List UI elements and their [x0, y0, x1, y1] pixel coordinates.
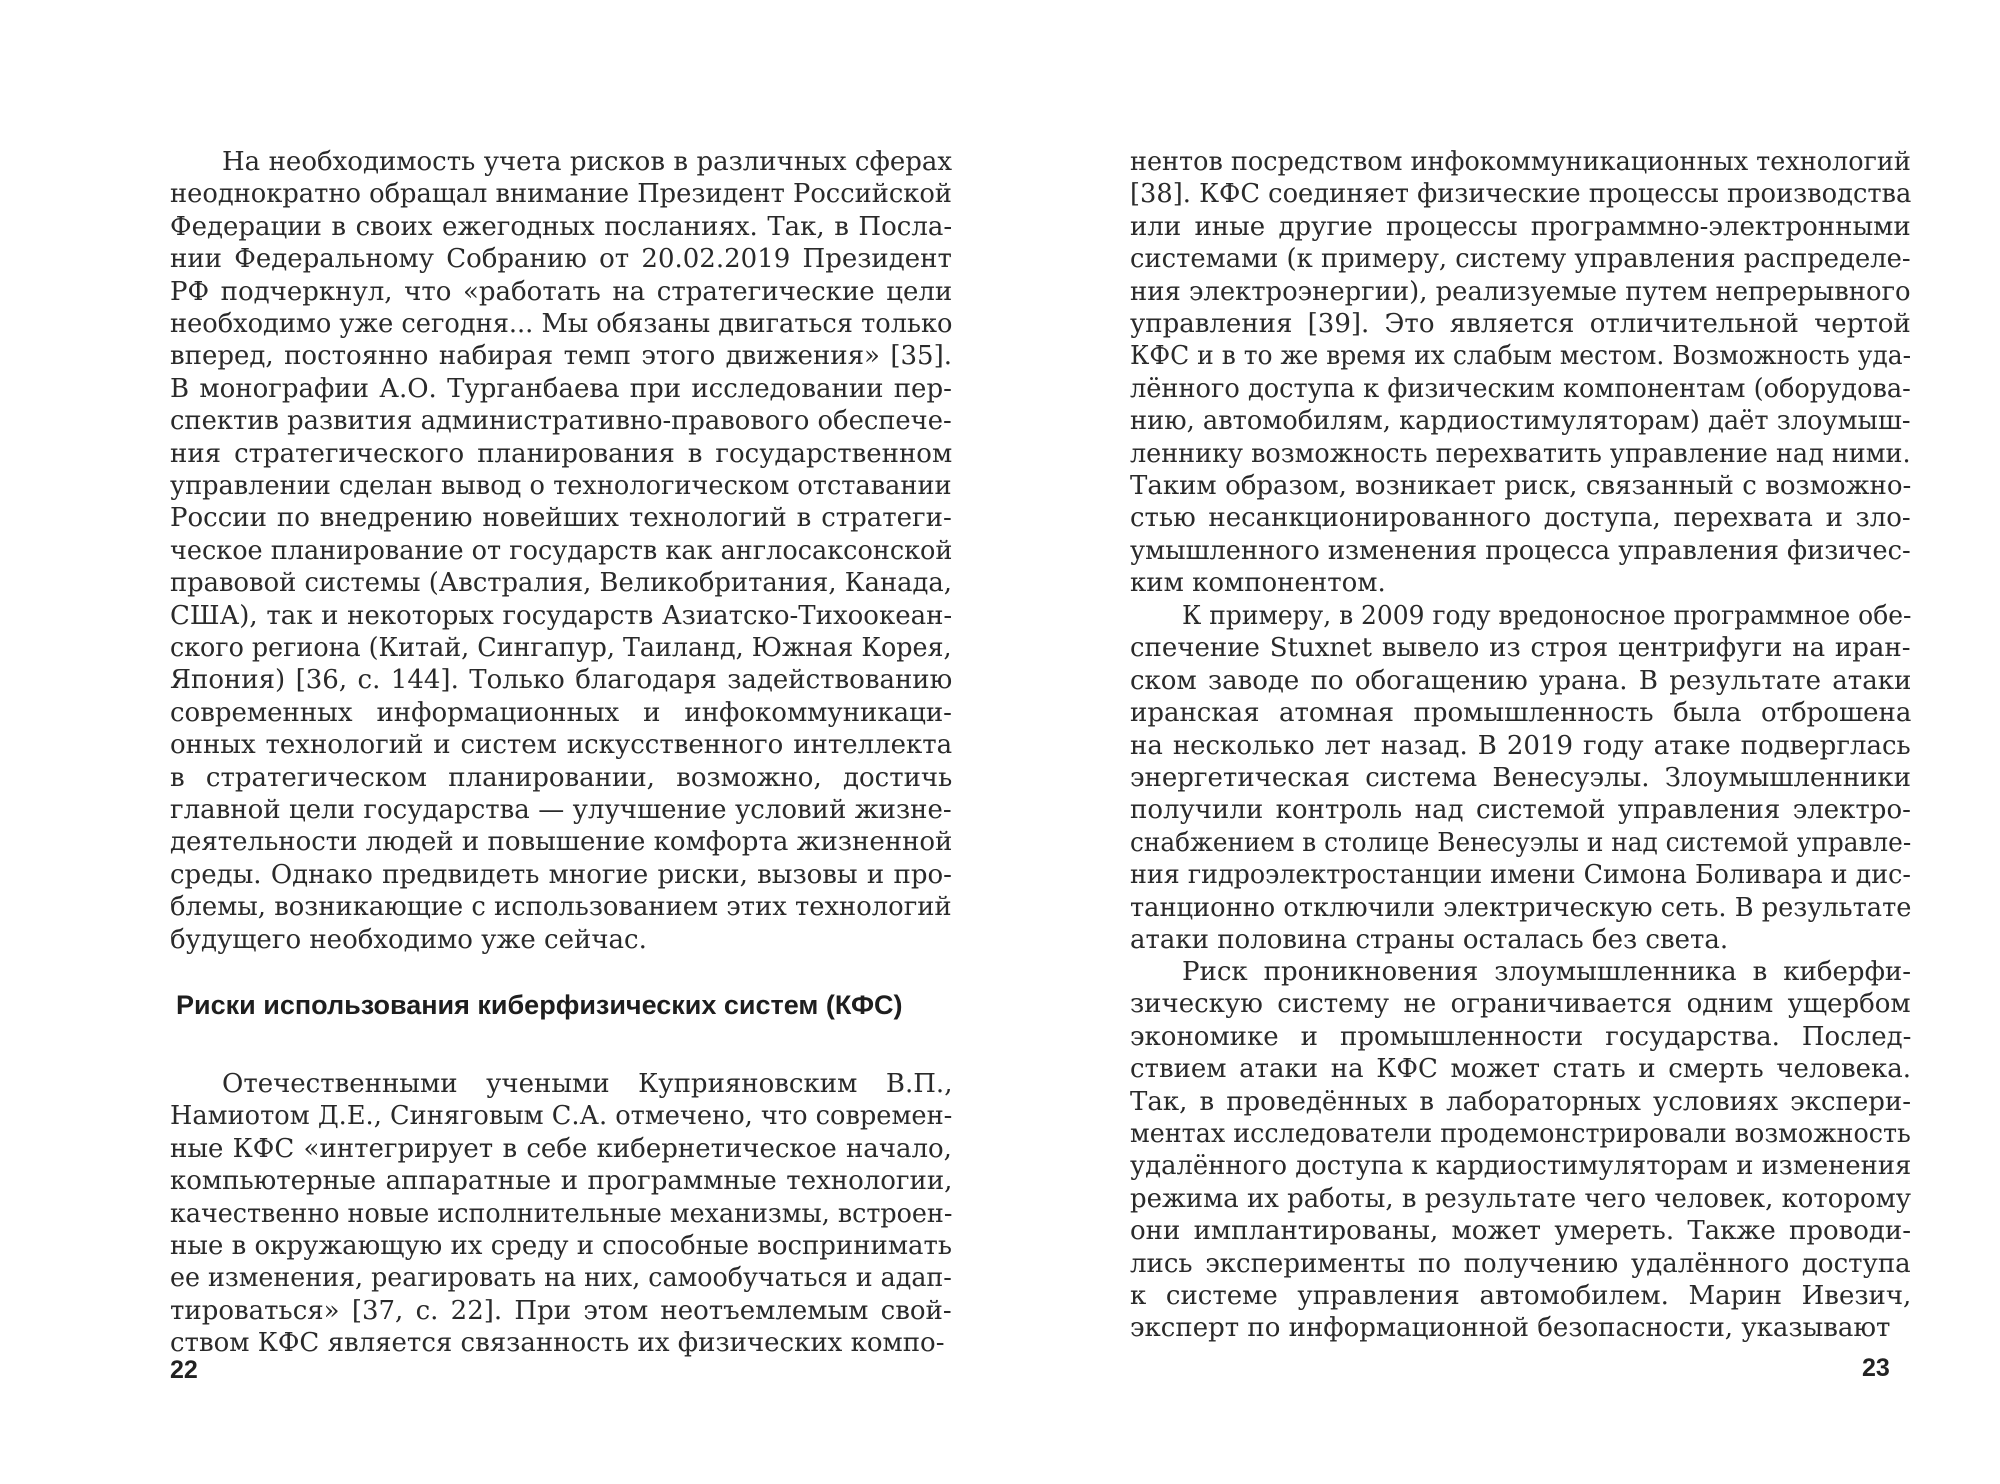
text-line: ные в окружающую их среду и способные воспринимать [170, 1231, 953, 1261]
text-line: эксперт по информационной безопасности, указывают [1130, 1313, 1891, 1344]
text-line: Таким образом, возникает риск, связанный с возможно- [1130, 471, 1912, 501]
text-line: В монографии А.О. Турганбаева при исследовании пер- [170, 373, 952, 404]
text-line: на несколько лет назад. В 2019 году атаке подверглась [1130, 730, 1911, 761]
text-line: умышленного изменения процесса управления физичес- [1130, 535, 1911, 566]
text-line: или иные другие процессы программно-электронными [1130, 211, 1911, 242]
text-line: спектив развития административно-правового обеспече- [170, 406, 952, 437]
text-line: нентов посредством инфокоммуникационных технологий [1130, 147, 1911, 177]
text-line: экономике и промышленности государства. Послед- [1130, 1021, 1912, 1052]
text-line: правовой системы (Австралия, Великобритания, Канада, [170, 568, 952, 599]
text-line: нии Федеральному Собранию от 20.02.2019 Президент [170, 244, 952, 275]
text-line: леннику возможность перехватить управление над ними. [1130, 438, 1911, 469]
text-line: снабжением в столице Венесуэлы и над системой управле- [1130, 827, 1912, 858]
text-line: системами (к примеру, систему управления распределе- [1130, 244, 1911, 275]
text-line: режима их работы, в результате чего человек, которому [1130, 1183, 1912, 1214]
text-line: среды. Однако предвидеть многие риски, вызовы и про- [170, 859, 952, 890]
text-line: США), так и некоторых государств Азиатско-Тихоокеан- [170, 600, 953, 631]
text-line: ее изменения, реагировать на них, самообучаться и адап- [170, 1263, 952, 1294]
text-line: лённого доступа к физическим компонентам (оборудова- [1130, 373, 1911, 404]
text-line: ния электроэнергии), реализуемые путем непрерывного [1130, 276, 1911, 307]
text-line: зическую систему не ограничивается одним ущербом [1130, 989, 1911, 1020]
text-line: ческое планирование от государств как англосаксонской [170, 535, 953, 566]
text-line: Риск проникновения злоумышленника в киберфи- [1182, 957, 1912, 987]
text-line: в стратегическом планировании, возможно, достичь [170, 762, 953, 793]
text-line: ния стратегического планирования в государственном [170, 438, 953, 469]
text-line: ством КФС является связанность их физических компо- [170, 1328, 945, 1359]
right-page [1000, 0, 2000, 1484]
text-line: Отечественными учеными Куприяновским В.П., [222, 1069, 953, 1099]
text-line: онных технологий и систем искусственного интеллекта [170, 730, 953, 761]
text-line: нию, автомобилям, кардиостимуляторам) даёт злоумыш- [1130, 406, 1911, 437]
section-heading: Риски использования киберфизических систем (КФС) [176, 990, 903, 1020]
text-line: Япония) [36, с. 144]. Только благодаря задействованию [170, 665, 953, 696]
text-line: современных информационных и инфокоммуникаци- [170, 697, 952, 728]
text-line: удалённого доступа к кардиостимуляторам и изменения [1130, 1151, 1912, 1182]
text-line: деятельности людей и повышение комфорта жизненной [170, 827, 953, 858]
text-line: необходимо уже сегодня... Мы обязаны двигаться только [170, 309, 953, 339]
text-line: спечение Stuxnet вывело из строя центрифуги на иран- [1130, 633, 1911, 664]
text-line: России по внедрению новейших технологий в стратеги- [170, 503, 952, 534]
text-line: иранская атомная промышленность была отброшена [1130, 698, 1912, 729]
text-line: К примеру, в 2009 году вредоносное программное обе- [1182, 601, 1912, 631]
text-line: КФС и в то же время их слабым местом. Возможность уда- [1130, 341, 1912, 372]
text-line: управления [39]. Это является отличительной чертой [1130, 309, 1911, 339]
text-line: лись эксперименты по получению удалённого доступа [1130, 1248, 1911, 1279]
text-line: ментах исследователи продемонстрировали возможность [1130, 1119, 1911, 1149]
text-line: вперед, постоянно набирая темп этого движения» [35]. [170, 341, 952, 372]
text-line: ском заводе по обогащению урана. В результате атаки [1130, 665, 1912, 696]
text-line: На необходимость учета рисков в различных сферах [222, 147, 953, 177]
text-line: Намиотом Д.Е., Синяговым С.А. отмечено, что современ- [170, 1101, 953, 1132]
text-line: они имплантированы, может умереть. Также проводи- [1130, 1216, 1912, 1247]
text-line: управлении сделан вывод о технологическом отставании [170, 471, 952, 501]
text-line: тироваться» [37, с. 22]. При этом неотъемлемым свой- [170, 1295, 952, 1326]
page-number-right: 23 [1862, 1354, 1890, 1382]
text-line: энергетическая система Венесуэлы. Злоумышленники [1130, 763, 1912, 793]
text-line: неоднократно обращал внимание Президент Российской [170, 179, 952, 210]
text-line: танционно отключили электрическую сеть. В результате [1130, 892, 1912, 923]
text-line: ким компонентом. [1130, 568, 1386, 599]
text-line: к системе управления автомобилем. Марин Ивезич, [1130, 1281, 1912, 1311]
text-line: Так, в проведённых в лабораторных условиях экспери- [1130, 1086, 1912, 1117]
page-number-left: 22 [170, 1356, 198, 1384]
text-line: атаки половина страны осталась без света. [1130, 925, 1729, 955]
text-line: РФ подчеркнул, что «работать на стратегические цели [170, 276, 953, 307]
text-line: ствием атаки на КФС может стать и смерть человека. [1130, 1054, 1912, 1085]
text-line: ные КФС «интегрирует в себе кибернетическое начало, [170, 1133, 952, 1164]
text-line: компьютерные аппаратные и программные технологии, [170, 1166, 953, 1197]
text-line: ского региона (Китай, Сингапур, Таиланд, Южная Корея, [170, 633, 952, 663]
text-line: качественно новые исполнительные механизмы, встроен- [170, 1198, 953, 1229]
text-line: стью несанкционированного доступа, перехвата и зло- [1130, 503, 1911, 534]
text-line: [38]. КФС соединяет физические процессы производства [1130, 179, 1912, 210]
text-line: Федерации в своих ежегодных посланиях. Так, в Посла- [170, 211, 953, 242]
text-line: ния гидроэлектростанции имени Симона Боливара и дис- [1130, 860, 1911, 891]
text-line: блемы, возникающие с использованием этих технологий [170, 892, 952, 923]
text-line: будущего необходимо уже сейчас. [170, 924, 647, 955]
text-line: получили контроль над системой управления электро- [1130, 795, 1911, 826]
text-line: главной цели государства — улучшение условий жизне- [170, 795, 952, 825]
